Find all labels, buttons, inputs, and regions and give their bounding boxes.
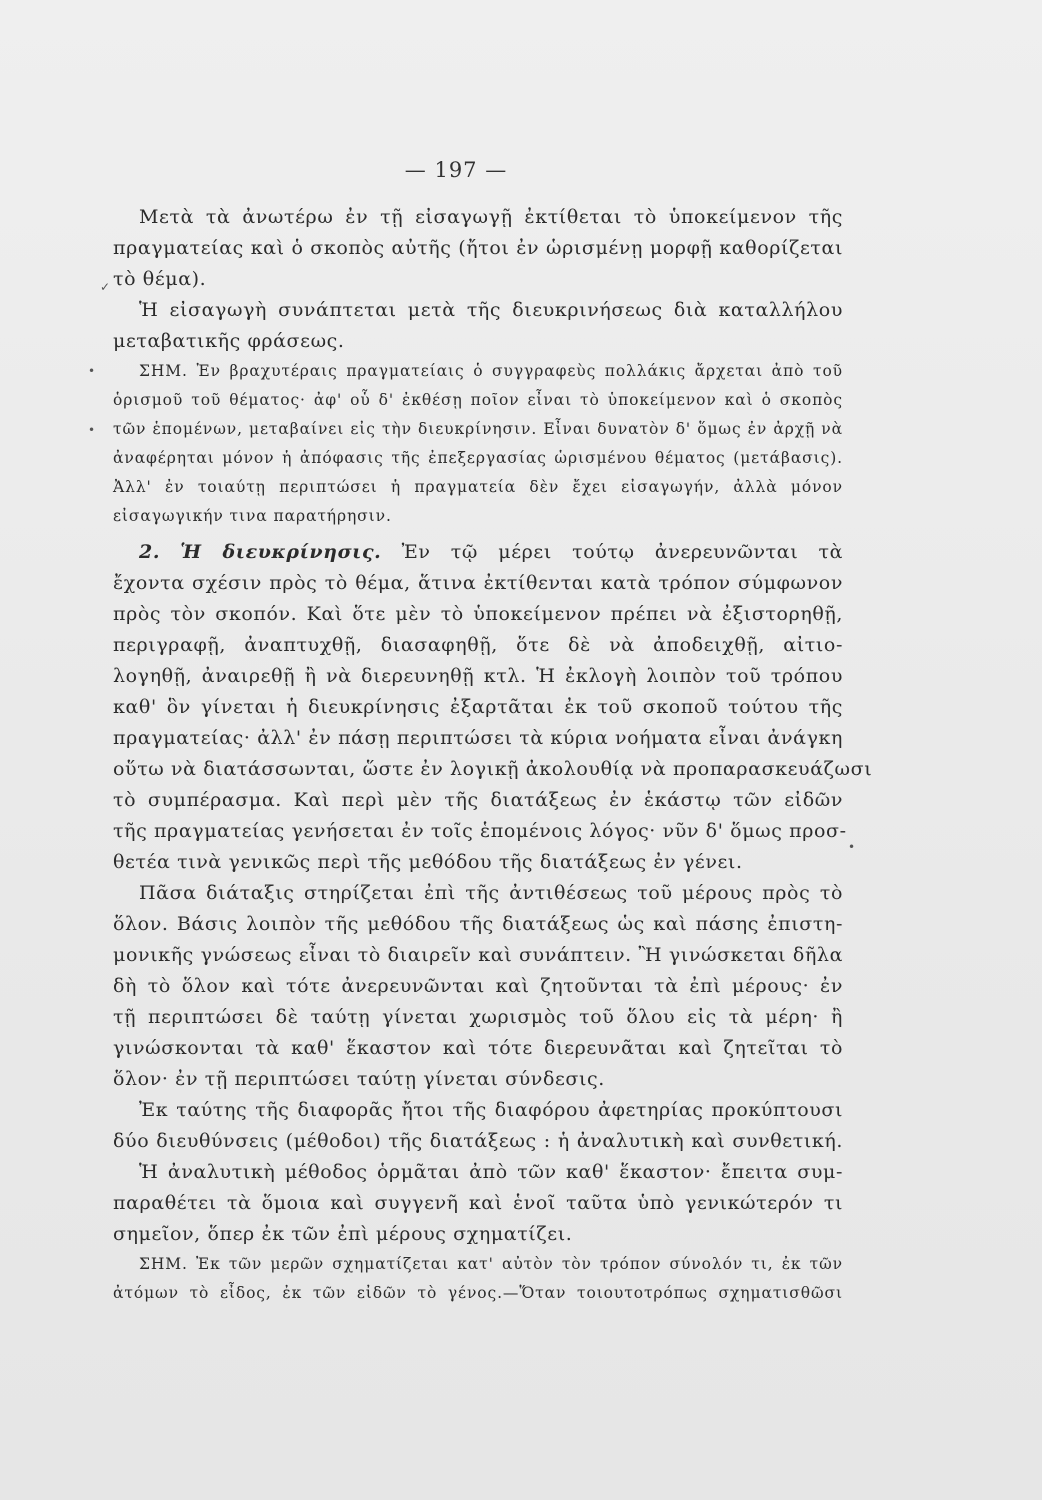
margin-dot: • xyxy=(848,840,856,854)
text-line: περιγραφῇ, ἀναπτυχθῇ, διασαφηθῇ, ὅτε δὲ νὰ ἀποδειχθῇ, αἰτιο- xyxy=(113,634,843,656)
note-line: ἀναφέρηται μόνον ἡ ἀπόφασις τῆς ἐπεξεργασίας ὡρισμένου θέματος (μετάβασις). xyxy=(113,449,843,467)
text-line: καθ' ὃν γίνεται ἡ διευκρίνησις ἐξαρτᾶται ἐκ τοῦ σκοποῦ τούτου τῆς xyxy=(113,696,843,718)
text-line: μεταβατικῆς φράσεως. xyxy=(113,330,345,352)
margin-dot: • xyxy=(88,364,96,378)
note-line: εἰσαγωγικήν τινα παρατήρησιν. xyxy=(113,507,392,525)
section-number: 2. xyxy=(139,541,161,563)
note-line: ΣΗΜ. Ἐκ τῶν μερῶν σχηματίζεται κατ' αὐτὸν τὸν τρόπον σύνολόν τι, ἐκ τῶν xyxy=(139,1255,843,1273)
text-line: θετέα τινὰ γενικῶς περὶ τῆς μεθόδου τῆς διατάξεως ἐν γένει. xyxy=(113,851,743,873)
text-line: Ἐκ ταύτης τῆς διαφορᾶς ἤτοι τῆς διαφόρου ἀφετηρίας προκύπτουσι xyxy=(139,1099,843,1121)
text-line: πραγματείας καὶ ὁ σκοπὸς αὐτῆς (ἤτοι ἐν ὡρισμένῃ μορφῇ καθορίζεται xyxy=(113,237,843,259)
text-line: ἔχοντα σχέσιν πρὸς τὸ θέμα, ἅτινα ἐκτίθενται κατὰ τρόπον σύμφωνον xyxy=(113,572,843,594)
page-number: — 197 — xyxy=(404,158,508,182)
text-line: τῆς πραγματείας γενήσεται ἐν τοῖς ἑπομένοις λόγος· νῦν δ' ὅμως προσ- xyxy=(113,820,847,842)
note-line: ἀτόμων τὸ εἶδος, ἐκ τῶν εἰδῶν τὸ γένος.—Ὅταν τοιουτοτρόπως σχηματισθῶσι xyxy=(113,1284,843,1302)
text-line: τὸ συμπέρασμα. Καὶ περὶ μὲν τῆς διατάξεως ἐν ἑκάστῳ τῶν εἰδῶν xyxy=(113,789,843,811)
margin-dot: • xyxy=(88,423,96,437)
note-line: Ἀλλ' ἐν τοιαύτῃ περιπτώσει ἡ πραγματεία δὲν ἔχει εἰσαγωγήν, ἀλλὰ μόνον xyxy=(113,478,843,496)
margin-mark: ✓ xyxy=(100,280,111,294)
text-line: Πᾶσα διάταξις στηρίζεται ἐπὶ τῆς ἀντιθέσεως τοῦ μέρους πρὸς τὸ xyxy=(139,882,843,904)
text-line: μονικῆς γνώσεως εἶναι τὸ διαιρεῖν καὶ συνάπτειν. Ἢ γινώσκεται δῆλα xyxy=(113,944,843,966)
text-line: πραγματείας· ἀλλ' ἐν πάσῃ περιπτώσει τὰ κύρια νοήματα εἶναι ἀνάγκη xyxy=(113,727,843,749)
text-line: Ἡ εἰσαγωγὴ συνάπτεται μετὰ τῆς διευκρινήσεως διὰ καταλλήλου xyxy=(139,299,843,321)
body-text xyxy=(113,202,873,1308)
text-line: τὸ θέμα). xyxy=(113,268,207,290)
text-line: σημεῖον, ὅπερ ἐκ τῶν ἐπὶ μέρους σχηματίζει. xyxy=(113,1223,573,1245)
note-line: ὁρισμοῦ τοῦ θέματος· ἀφ' οὗ δ' ἐκθέσῃ ποῖον εἶναι τὸ ὑποκείμενον καὶ ὁ σκοπὸς xyxy=(113,391,843,409)
text-line: λογηθῇ, ἀναιρεθῇ ἢ νὰ διερευνηθῇ κτλ. Ἡ ἐκλογὴ λοιπὸν τοῦ τρόπου xyxy=(113,665,843,687)
section-text: Ἐν τῷ μέρει τούτῳ ἀνερευνῶνται τὰ xyxy=(401,541,844,563)
text-line: Ἡ ἀναλυτικὴ μέθοδος ὁρμᾶται ἀπὸ τῶν καθ' ἕκαστον· ἔπειτα συμ- xyxy=(139,1161,843,1183)
text-line: δὴ τὸ ὅλον καὶ τότε ἀνερευνῶνται καὶ ζητοῦνται τὰ ἐπὶ μέρους· ἐν xyxy=(113,975,843,997)
text-line: πρὸς τὸν σκοπόν. Καὶ ὅτε μὲν τὸ ὑποκείμενον πρέπει νὰ ἐξιστορηθῇ, xyxy=(113,603,843,625)
text-line: οὕτω νὰ διατάσσωνται, ὥστε ἐν λογικῇ ἀκολουθίᾳ νὰ προπαρασκευάζωσι xyxy=(113,758,873,780)
note-line: ΣΗΜ. Ἐν βραχυτέραις πραγματείαις ὁ συγγραφεὺς πολλάκις ἄρχεται ἀπὸ τοῦ xyxy=(139,362,843,380)
text-line: Μετὰ τὰ ἀνωτέρω ἐν τῇ εἰσαγωγῇ ἐκτίθεται τὸ ὑποκείμενον τῆς xyxy=(139,206,843,228)
text-line: ὅλον. Βάσις λοιπὸν τῆς μεθόδου τῆς διατάξεως ὡς καὶ πάσης ἐπιστη- xyxy=(113,913,843,935)
note-line: τῶν ἑπομένων, μεταβαίνει εἰς τὴν διευκρίνησιν. Εἶναι δυνατὸν δ' ὅμως ἐν ἀρχῇ νὰ xyxy=(113,420,843,438)
text-line: δύο διευθύνσεις (μέθοδοι) τῆς διατάξεως : ἡ ἀναλυτικὴ καὶ συνθετική. xyxy=(113,1130,843,1152)
text-line: παραθέτει τὰ ὅμοια καὶ συγγενῆ καὶ ἑνοῖ ταῦτα ὑπὸ γενικώτερόν τι xyxy=(113,1192,843,1214)
section-heading-line xyxy=(113,537,843,568)
section-title: Ἡ διευκρίνησις. xyxy=(180,541,382,563)
text-line: τῇ περιπτώσει δὲ ταύτῃ γίνεται χωρισμὸς τοῦ ὅλου εἰς τὰ μέρη· ἢ xyxy=(113,1006,843,1028)
text-line: ὅλον· ἐν τῇ περιπτώσει ταύτῃ γίνεται σύνδεσις. xyxy=(113,1068,605,1090)
text-line: γινώσκονται τὰ καθ' ἕκαστον καὶ τότε διερευνᾶται καὶ ζητεῖται τὸ xyxy=(113,1037,843,1059)
